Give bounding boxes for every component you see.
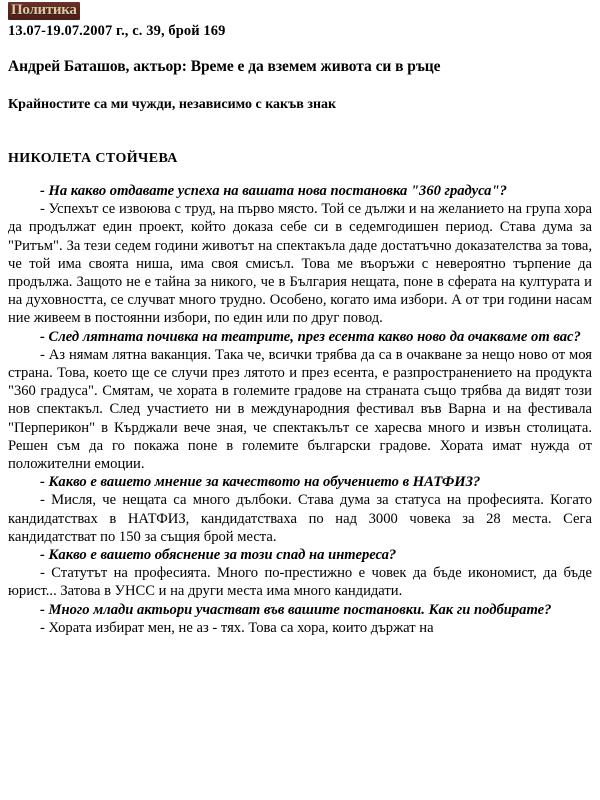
- interview-question: - Какво е вашето обяснение за този спад на интереса?: [40, 547, 397, 564]
- interview-question: - Много млади актьори участват във вашите постановки. Как ги подбирате?: [40, 601, 552, 618]
- publication-logo-text: Политика: [11, 2, 77, 18]
- issue-line: 13.07-19.07.2007 г., с. 39, брой 169: [8, 23, 226, 39]
- interview-answer: - Статутът на професията. Много по-престижно е човек да бъде икономист, да бъде юрист... Затова в УНСС и на други места има много кандидати.: [8, 565, 592, 600]
- interview-question: - Какво е вашето мнение за качеството на обучението в НАТФИЗ?: [40, 474, 481, 491]
- interview-answer: - Аз нямам лятна ваканция. Така че, всички трябва да са в очакване за нещо ново от моя страна. Това, което ще се случи през лятото и през есента, е разпространението на продукта "360 градуса". Смятам, че хората в големите градове на страната също трябва да видят този нов спектакъл. След участието ни в международния фестивал във Варна и на фестивала "Перперикон" в Кърджали вече зная, че спектакълът се харесва много и извън столицата. Решен съм да го покажа поне в големите български градове. Хората имат нужда от положителни емоции.: [8, 346, 592, 473]
- article-byline: НИКОЛЕТА СТОЙЧЕВА: [8, 151, 178, 166]
- interview-question: - На какво отдавате успеха на вашата нова постановка "360 градуса"?: [40, 183, 507, 199]
- article-headline: Андрей Баташов, актьор: Време е да вземем живота си в ръце: [8, 58, 441, 75]
- publication-logo: [8, 2, 80, 20]
- interview-answer: - Мисля, че нещата са много дълбоки. Става дума за статуса на професията. Когато кандидатствах в НАТФИЗ, кандидатстваха по над 3000 човека за 28 места. Сега кандидатстват по 150 за същия брой места.: [8, 492, 592, 545]
- interview-question: - След лятната почивка на театрите, през есента какво ново да очакваме от вас?: [40, 328, 581, 345]
- interview-answer: - Успехът се извоюва с труд, на първо място. Той се дължи и на желанието на група хора да продължат един проект, който доказа себе си в седемгодишен период. Става дума за "Ритъм". За тези седем години животът на спектакъла даде достатъчно доказателства за това, че той има своята ниша, има своя смисъл. Това ме въоръжи с невероятно търпение да продължа. Защото не е тайна за никого, че в България нещата, поне в сферата на културата и на духовността, се случват много трудно. Особено, когато има избори. А от три години насам ние живеем в постоянни избори, по един или по друг повод.: [8, 201, 592, 327]
- article-body: [8, 182, 592, 637]
- masthead: [8, 0, 592, 40]
- interview-answer: - Хората избират мен, не аз - тях. Това са хора, които държат на: [40, 619, 434, 636]
- article-subheadline: Крайностите са ми чужди, независимо с какъв знак: [8, 97, 337, 112]
